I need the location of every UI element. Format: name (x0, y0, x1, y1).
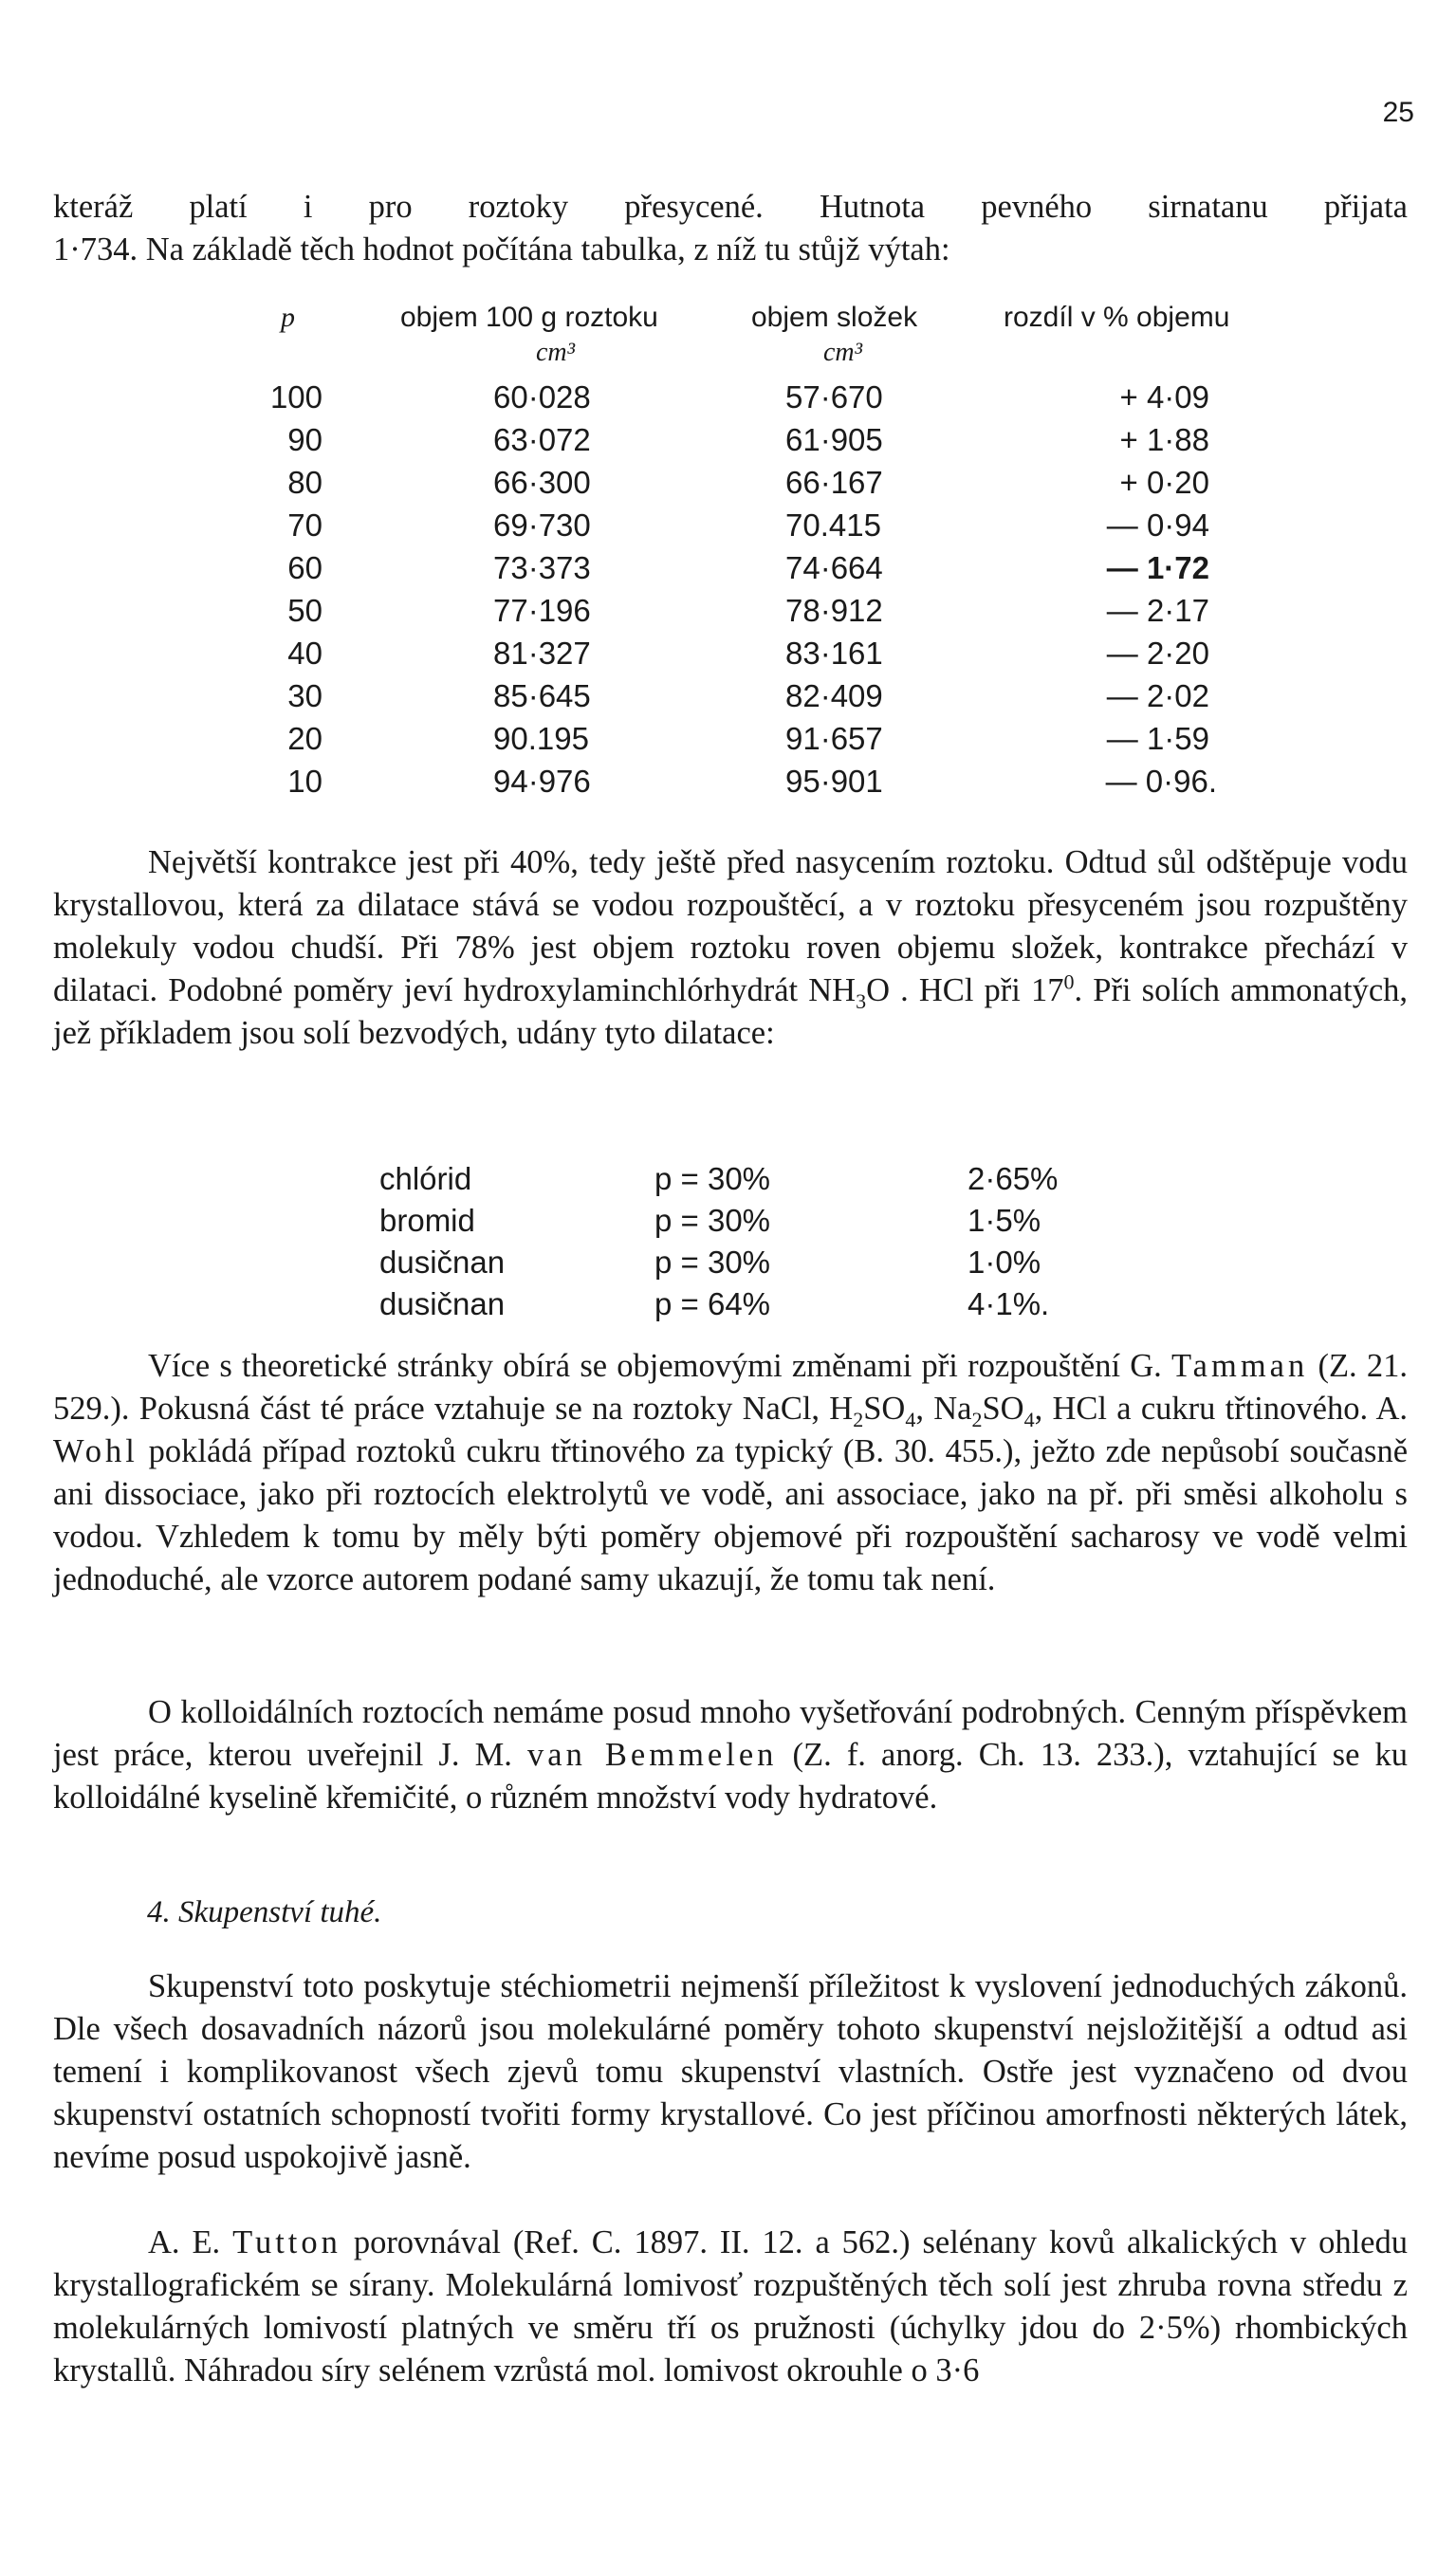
paragraph-tamman (53, 1345, 1408, 1601)
cell-volume-components: 70.415 (785, 507, 881, 543)
paragraph-tamman-text-2: (Z. 21. 529.). Pokusná část té práce vztahuje se na roztoky NaCl, H (53, 1348, 1408, 1427)
list-item (0, 1203, 1456, 1245)
paragraph-colloids-text-1: O kolloidálních roztocích nemáme posud mnoho vyšetřování podrobných. Cenným příspěvkem jest práce, kterou uveřejnil J. M. (53, 1694, 1408, 1773)
table-row (0, 764, 1456, 805)
cell-difference: — 0·96. (1105, 764, 1217, 799)
cell-volume-solution: 73·373 (493, 550, 591, 585)
cell-difference: — 0·94 (1106, 507, 1209, 543)
salt-concentration: p = 30% (654, 1203, 771, 1238)
cell-volume-solution: 85·645 (493, 678, 591, 713)
cell-p: 40 (287, 636, 323, 671)
salt-concentration: p = 64% (654, 1286, 771, 1321)
header-difference: rozdíl v % objemu (1004, 302, 1230, 333)
cell-volume-solution: 66·300 (493, 465, 591, 500)
cell-volume-components: 61·905 (785, 422, 883, 457)
cell-volume-components: 82·409 (785, 678, 883, 713)
salt-name: dusičnan (379, 1286, 506, 1321)
salt-name: chlórid (379, 1161, 472, 1196)
author-name: van Bemmelen (527, 1737, 778, 1773)
table-row (0, 379, 1456, 421)
cell-volume-solution: 69·730 (493, 507, 591, 543)
cell-volume-components: 91·657 (785, 721, 883, 756)
paragraph-colloids-text-2: (Z. f. anorg. Ch. 13. 233.), vztahující se ku kolloidálné kyselině křemičité, o různém množství vody hydratové. (53, 1737, 1409, 1816)
cell-volume-components: 83·161 (785, 636, 883, 671)
unit-volume-components: cm³ (823, 338, 863, 367)
paragraph-tamman-text-3: SO (863, 1391, 906, 1427)
cell-p: 10 (287, 764, 323, 799)
paragraph-solid-state: Skupenství toto poskytuje stéchiometrii nejmenší příležitost k vyslovení jednoduchých zákonů. Dle všech dosavadních názorů jsou molekulárné poměry tohoto skupenství nejsložitější a odtud asi temení i komplikovanost všech zjevů tomu skupenství vlastních. Ostře jest vyznačeno od dvou skupenství ostatních schopností tvořiti formy krystallové. Co jest příčinou amorfnosti některých látek, nevíme posud uspokojivě jasně. (53, 1968, 1408, 2175)
table-row (0, 550, 1456, 592)
paragraph-tamman-text-4: , Na (915, 1391, 972, 1427)
cell-volume-components: 57·670 (785, 379, 883, 415)
cell-volume-components: 74·664 (785, 550, 883, 585)
cell-p: 100 (269, 379, 323, 415)
cell-p: 50 (287, 593, 323, 628)
paragraph-contraction-text-c: . Při solích ammonatých, jež příkladem jsou solí bezvodých, udány tyto dilatace: (53, 972, 1409, 1051)
cell-volume-solution: 63·072 (493, 422, 591, 457)
table-row (0, 507, 1456, 549)
subscript: 2 (853, 1407, 864, 1431)
paragraph-contraction-text-b: O . HCl při 17 (866, 972, 1064, 1008)
subscript: 4 (1023, 1407, 1035, 1431)
paragraph-tamman-text-5: SO (982, 1391, 1024, 1427)
author-name: Tutton (232, 2224, 341, 2260)
salt-dilatation: 1·5% (968, 1203, 1041, 1238)
header-volume-solution: objem 100 g roztoku (400, 302, 658, 333)
salt-name: bromid (379, 1203, 475, 1238)
paragraph-colloids (53, 1691, 1408, 1819)
header-p: p (281, 302, 295, 333)
table-row (0, 636, 1456, 677)
salt-name: dusičnan (379, 1245, 506, 1280)
paragraph-tutton-text-1: A. E. (148, 2224, 221, 2260)
cell-p: 30 (287, 678, 323, 713)
author-name: Tamman (1171, 1348, 1309, 1384)
subscript: 2 (971, 1407, 983, 1431)
cell-p: 80 (287, 465, 323, 500)
cell-difference: + 4·09 (1119, 379, 1209, 415)
subscript: 4 (905, 1407, 916, 1431)
cell-p: 70 (287, 507, 323, 543)
paragraph-tutton (53, 2222, 1408, 2392)
paragraph-tutton-text-2: porovnával (Ref. C. 1897. II. 12. a 562.) selénany kovů alkalických v ohledu krystallografickém se sírany. Molekulárná lomivosť rozpuštěných těch solí jest zhruba rovna středu z molekulárných lomivostí platných ve směru tří os pružnosti (úchylky jdou do 2·5%) rhombických krystallů. Náhradou síry selénem vzrůstá mol. lomivost okrouhle o 3·6 (53, 2224, 1408, 2389)
cell-difference: — 2·02 (1106, 678, 1209, 713)
cell-volume-components: 66·167 (785, 465, 883, 500)
cell-volume-solution: 94·976 (493, 764, 591, 799)
section-title: 4. Skupenství tuhé. (147, 1895, 382, 1929)
paragraph-contraction-text-a: Největší kontrakce jest při 40%, tedy ještě před nasycením roztoku. Odtud sůl odštěpuje vodu krystallovou, která za dilatace stává se vodou rozpouštěcí, a v roztoku přesyceném jsou rozpuštěny molekuly vodou chudší. Při 78% jest objem roztoku roven objemu složek, kontrakce přechází v dilataci. Podobné poměry jeví hydroxylaminchlórhydrát NH (53, 844, 1408, 1008)
intro-line-2: 1·734. Na základě těch hodnot počítána tabulka, z níž tu stůjž výtah: (53, 231, 950, 267)
salt-concentration: p = 30% (654, 1245, 771, 1280)
cell-volume-solution: 77·196 (493, 593, 591, 628)
cell-difference: — 1·59 (1106, 721, 1209, 756)
paragraph-tamman-text-6: , HCl a cukru třtinového. A. (1034, 1391, 1408, 1427)
cell-difference: — 2·20 (1106, 636, 1209, 671)
author-name: Wohl (53, 1433, 138, 1469)
table-row (0, 721, 1456, 763)
paragraph-tamman-text-1: Více s theoretické stránky obírá se objemovými změnami při rozpouštění G. (148, 1348, 1162, 1384)
salt-dilatation: 2·65% (968, 1161, 1059, 1196)
cell-p: 90 (287, 422, 323, 457)
unit-volume-solution: cm³ (536, 338, 576, 367)
cell-difference: + 0·20 (1119, 465, 1209, 500)
salt-dilatation: 4·1%. (968, 1286, 1050, 1321)
salt-dilatation: 1·0% (968, 1245, 1041, 1280)
cell-difference: — 1·72 (1106, 550, 1209, 585)
table-row (0, 465, 1456, 507)
header-volume-components: objem složek (751, 302, 918, 333)
list-item (0, 1161, 1456, 1203)
cell-p: 20 (287, 721, 323, 756)
superscript: 0 (1063, 969, 1075, 994)
cell-difference: + 1·88 (1119, 422, 1209, 457)
table-row (0, 422, 1456, 464)
intro-line-1: kteráž platí i pro roztoky přesycené. Hutnota pevného sirnatanu přijata (53, 189, 1408, 225)
table-row (0, 593, 1456, 635)
list-item (0, 1286, 1456, 1328)
cell-volume-solution: 81·327 (493, 636, 591, 671)
subscript: 3 (856, 988, 867, 1013)
list-item (0, 1245, 1456, 1286)
intro-paragraph (53, 186, 1408, 271)
salt-concentration: p = 30% (654, 1161, 771, 1196)
cell-difference: — 2·17 (1106, 593, 1209, 628)
paragraph-tamman-text-7: pokládá případ roztoků cukru třtinového za typický (B. 30. 455.), ježto zde nepůsobí současně ani dissociace, jako při roztocích elektrolytů ve vodě, ani associace, jako na př. při směsi alkoholu s vodou. Vzhledem k tomu by měly býti poměry objemové při rozpouštění sacharosy ve vodě velmi jednoduché, ale vzorce autorem podané samy ukazují, že tomu tak není. (53, 1433, 1409, 1597)
cell-volume-solution: 60·028 (493, 379, 591, 415)
cell-p: 60 (287, 550, 323, 585)
cell-volume-components: 95·901 (785, 764, 883, 799)
table-row (0, 678, 1456, 720)
paragraph-contraction (53, 841, 1408, 1055)
cell-volume-components: 78·912 (785, 593, 883, 628)
cell-volume-solution: 90.195 (493, 721, 589, 756)
page-number: 25 (1382, 97, 1414, 128)
